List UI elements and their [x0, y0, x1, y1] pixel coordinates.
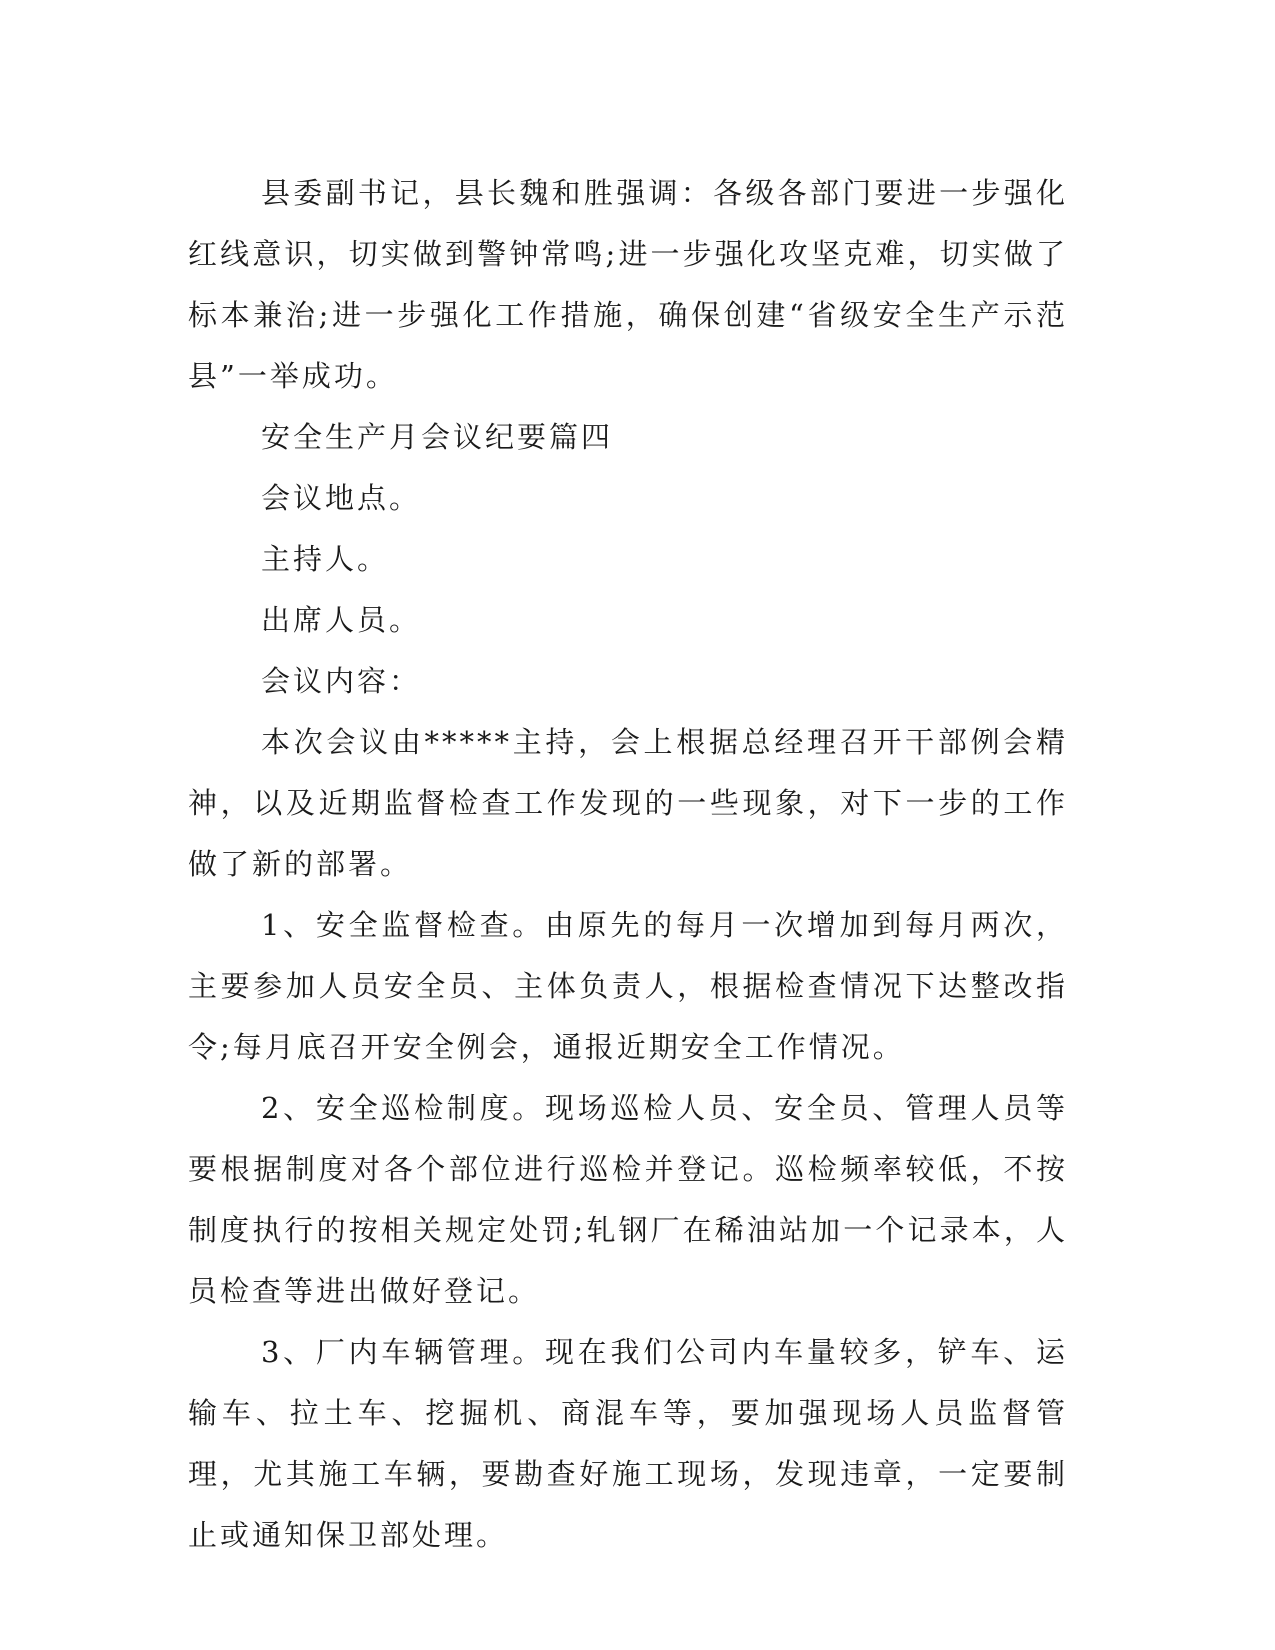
document-body — [188, 163, 1068, 1566]
section-title: 安全生产月会议纪要篇四 — [261, 420, 614, 454]
meeting-host: 主持人。 — [261, 542, 390, 576]
paragraph-item-3: 3、厂内车辆管理。现在我们公司内车量较多，铲车、运输车、拉土车、挖掘机、商混车等，要加强现场人员监督管理，尤其施工车辆，要勘查好施工现场，发现违章，一定要制止或通知保卫部处理。 — [188, 1335, 1068, 1552]
paragraph-item-1: 1、安全监督检查。由原先的每月一次增加到每月两次，主要参加人员安全员、主体负责人，根据检查情况下达整改指令;每月底召开安全例会，通报近期安全工作情况。 — [188, 908, 1068, 1064]
meeting-location: 会议地点。 — [261, 481, 422, 515]
paragraph-item-2: 2、安全巡检制度。现场巡检人员、安全员、管理人员等要根据制度对各个部位进行巡检并登记。巡检频率较低，不按制度执行的按相关规定处罚;轧钢厂在稀油站加一个记录本，人员检查等进出做好登记。 — [188, 1091, 1068, 1308]
meeting-content-heading: 会议内容： — [261, 664, 422, 698]
meeting-attendees: 出席人员。 — [261, 603, 422, 637]
paragraph-instruction: 县委副书记，县长魏和胜强调：各级各部门要进一步强化红线意识，切实做到警钟常鸣;进一步强化攻坚克难，切实做了标本兼治;进一步强化工作措施，确保创建“省级安全生产示范县”一举成功。 — [188, 176, 1068, 393]
paragraph-intro: 本次会议由*****主持，会上根据总经理召开干部例会精神，以及近期监督检查工作发现的一些现象，对下一步的工作做了新的部署。 — [188, 725, 1068, 881]
